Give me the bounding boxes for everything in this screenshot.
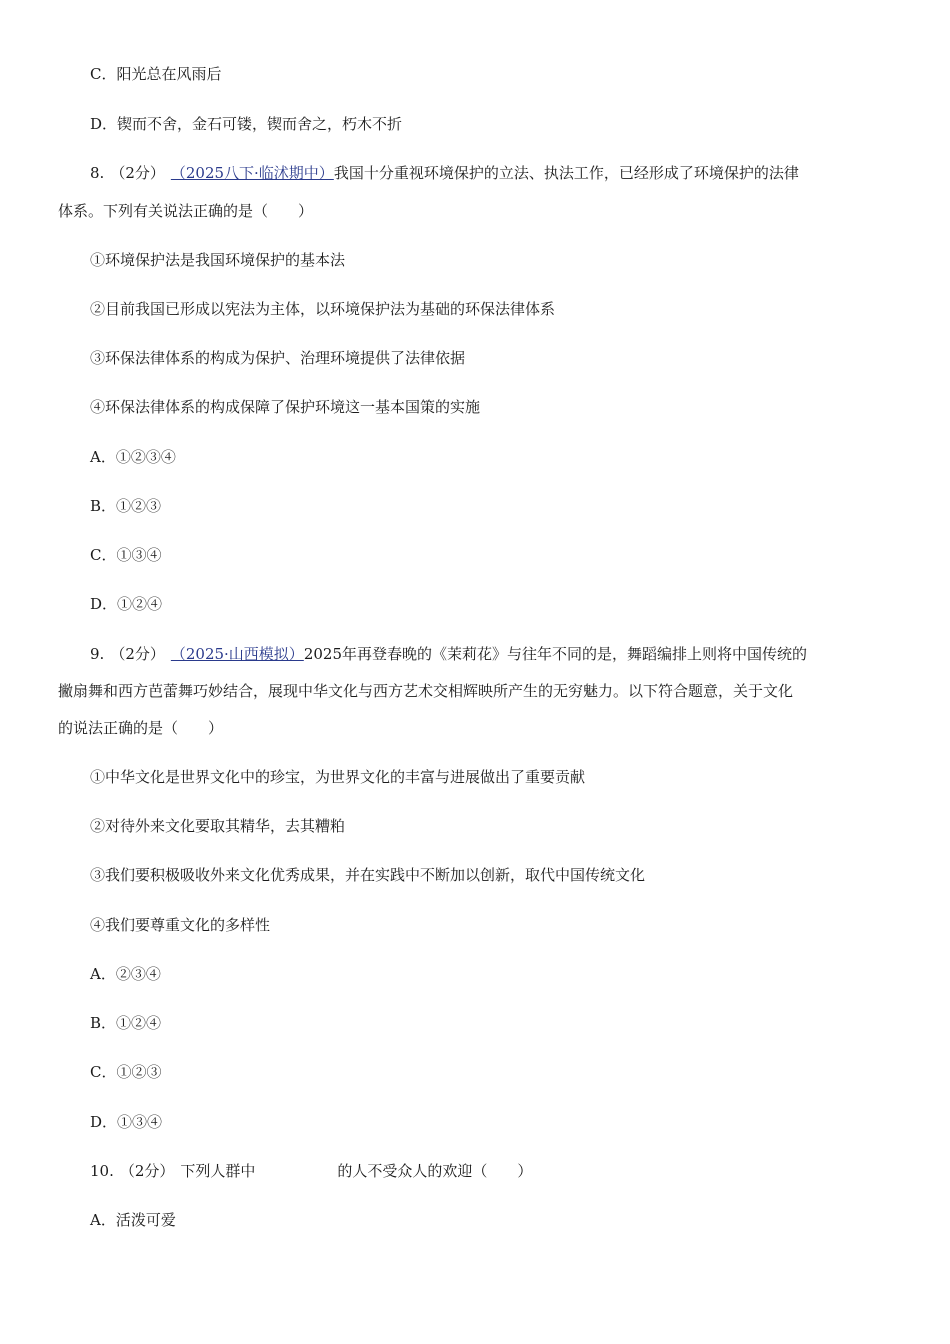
q8-score: （2分） (110, 164, 165, 182)
q9-stem-line2: 撇扇舞和西方芭蕾舞巧妙结合，展现中华文化与西方艺术交相辉映所产生的无穷魅力。以下符合题意，关于文化 (58, 682, 794, 700)
q9-stem-line3: 的说法正确的是（ ） (58, 719, 224, 737)
q8-option-b: B．①②③ (90, 497, 162, 515)
q8-statement-1: ①环境保护法是我国环境保护的基本法 (90, 251, 346, 269)
q10-stem (90, 1161, 532, 1181)
q8-stem-text: 我国十分重视环境保护的立法、执法工作，已经形成了环境保护的法律 (333, 164, 799, 182)
q9-statement-1: ①中华文化是世界文化中的珍宝，为世界文化的丰富与进展做出了重要贡献 (90, 768, 586, 786)
q7-option-c: C．阳光总在风雨后 (90, 65, 222, 83)
q8-stem-line1 (90, 163, 799, 183)
q8-number: 8. (90, 164, 105, 182)
q9-number: 9. (90, 645, 105, 663)
q9-score: （2分） (110, 645, 165, 663)
q8-stem-line2: 体系。下列有关说法正确的是（ ） (58, 202, 314, 220)
q9-statement-4: ④我们要尊重文化的多样性 (90, 916, 271, 934)
q8-option-a: A．①②③④ (90, 448, 176, 466)
q9-stem-line1 (90, 644, 807, 664)
q10-option-a: A．活泼可爱 (90, 1211, 176, 1229)
q10-score: （2分） (119, 1162, 175, 1180)
q9-option-b: B．①②④ (90, 1014, 162, 1032)
q10-stem-b: 的人不受众人的欢迎（ ） (337, 1162, 533, 1180)
q9-option-d: D．①③④ (90, 1113, 163, 1131)
q8-statement-4: ④环保法律体系的构成保障了保护环境这一基本国策的实施 (90, 398, 481, 416)
q10-stem-a: 下列人群中 (180, 1162, 256, 1180)
q8-option-c: C．①③④ (90, 546, 162, 564)
q7-option-d: D．锲而不舍，金石可镂，锲而舍之，朽木不折 (90, 115, 403, 133)
q10-number: 10. (90, 1162, 114, 1180)
q9-option-a: A．②③④ (90, 965, 161, 983)
q9-source-link[interactable]: （2025·山西模拟） (170, 645, 304, 663)
q8-source-link[interactable]: （2025八下·临沭期中） (170, 164, 334, 182)
q9-statement-3: ③我们要积极吸收外来文化优秀成果，并在实践中不断加以创新，取代中国传统文化 (90, 866, 646, 884)
q8-statement-3: ③环保法律体系的构成为保护、治理环境提供了法律依据 (90, 349, 466, 367)
q8-option-d: D．①②④ (90, 595, 163, 613)
q9-option-c: C．①②③ (90, 1063, 162, 1081)
q9-statement-2: ②对待外来文化要取其精华，去其糟粕 (90, 817, 346, 835)
q8-statement-2: ②目前我国已形成以宪法为主体，以环境保护法为基础的环保法律体系 (90, 300, 556, 318)
q9-stem-text: 2025年再登春晚的《茉莉花》与往年不同的是，舞蹈编排上则将中国传统的 (303, 645, 807, 663)
